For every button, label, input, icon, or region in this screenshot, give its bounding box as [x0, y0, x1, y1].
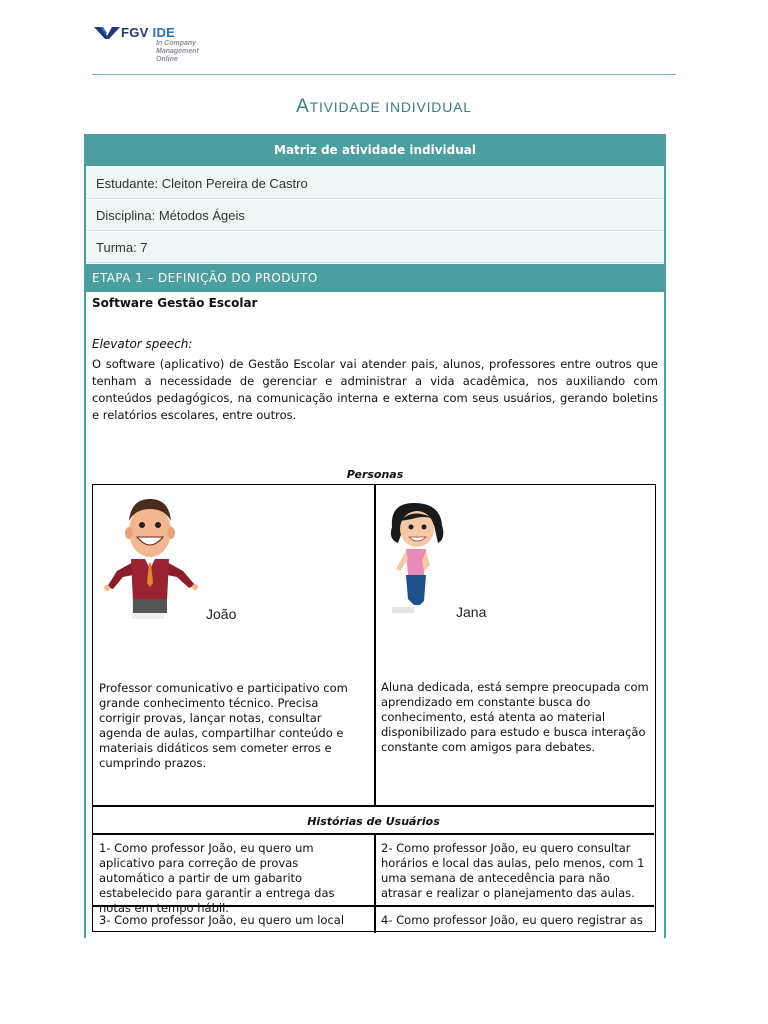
persona-description: Professor comunicativo e participativo com grande conhecimento técnico. Precisa corrigir provas, lançar notas, consultar agenda de aulas, compartilhar conteúdo e materiais didáticos sem cometer erros e cumprindo prazos. [99, 681, 348, 770]
logo-subtitle-line: Management [156, 48, 199, 55]
student-character-illustration [384, 499, 456, 621]
elevator-speech-text: O software (aplicativo) de Gestão Escolar vai atender pais, alunos, professores entre outros que tenham a necessidade de gerenciar e administrar a vida acadêmica, nos auxiliando com conteúdos pedagógicos, na comunicação interna e externa com seus usuários, gerando boletins e relatórios escolares, entre outros. [92, 357, 658, 422]
persona-cell-jana [376, 485, 654, 805]
page-title-rest: TIVIDADE INDIVIDUAL [309, 99, 472, 115]
logo-brand [121, 25, 175, 40]
user-story: 1- Como professor João, eu quero um aplicativo para correção de provas automático a partir de um gabarito estabelecido para garantir a entrega das notas em tempo hábil. [99, 841, 335, 915]
stage-header: ETAPA 1 – DEFINIÇÃO DO PRODUTO [86, 264, 664, 292]
activity-matrix [84, 134, 666, 938]
persona-cell-joao [93, 485, 374, 805]
personas-stories-table [92, 484, 656, 932]
product-title: Software Gestão Escolar [92, 296, 258, 310]
persona-name: João [206, 606, 237, 622]
header-divider [92, 74, 676, 75]
logo-subtitle-line: Online [156, 56, 178, 63]
stage-content [86, 292, 664, 938]
table-divider [374, 833, 376, 933]
user-stories-label: Histórias de Usuários [307, 815, 440, 828]
table-divider [93, 805, 654, 807]
page-title [0, 96, 768, 118]
class-field: Turma: 7 [86, 231, 664, 263]
persona-description: Aluna dedicada, está sempre preocupada com aprendizado em constante busca do conhecimento, está atenta ao material disponibilizado para estudo e busca interação constante com amigos para debates. [381, 680, 649, 754]
logo-brand-main: FGV [121, 25, 149, 40]
logo-brand-accent: IDE [152, 25, 176, 40]
persona-name: Jana [456, 604, 487, 620]
discipline-field: Disciplina: Métodos Ágeis [86, 199, 664, 231]
teacher-character-illustration [99, 491, 201, 623]
logo-subtitle [156, 40, 199, 64]
user-story: 2- Como professor João, eu quero consultar horários e local das aulas, pelo menos, com 1 uma semana de antecedência para não atrasar e realizar o planejamento das aulas. [381, 841, 645, 900]
elevator-speech-label: Elevator speech: [92, 337, 193, 351]
page-title-initial: A [296, 96, 310, 117]
matrix-header: Matriz de atividade individual [86, 134, 664, 166]
user-story: 4- Como professor João, eu quero registrar as [381, 913, 643, 927]
student-field: Estudante: Cleiton Pereira de Castro [86, 167, 664, 199]
user-story: 3- Como professor João, eu quero um local [99, 913, 345, 927]
logo-subtitle-line: In Company [156, 40, 197, 47]
fgv-logo-mark-icon [94, 27, 120, 39]
personas-label: Personas [346, 468, 404, 481]
